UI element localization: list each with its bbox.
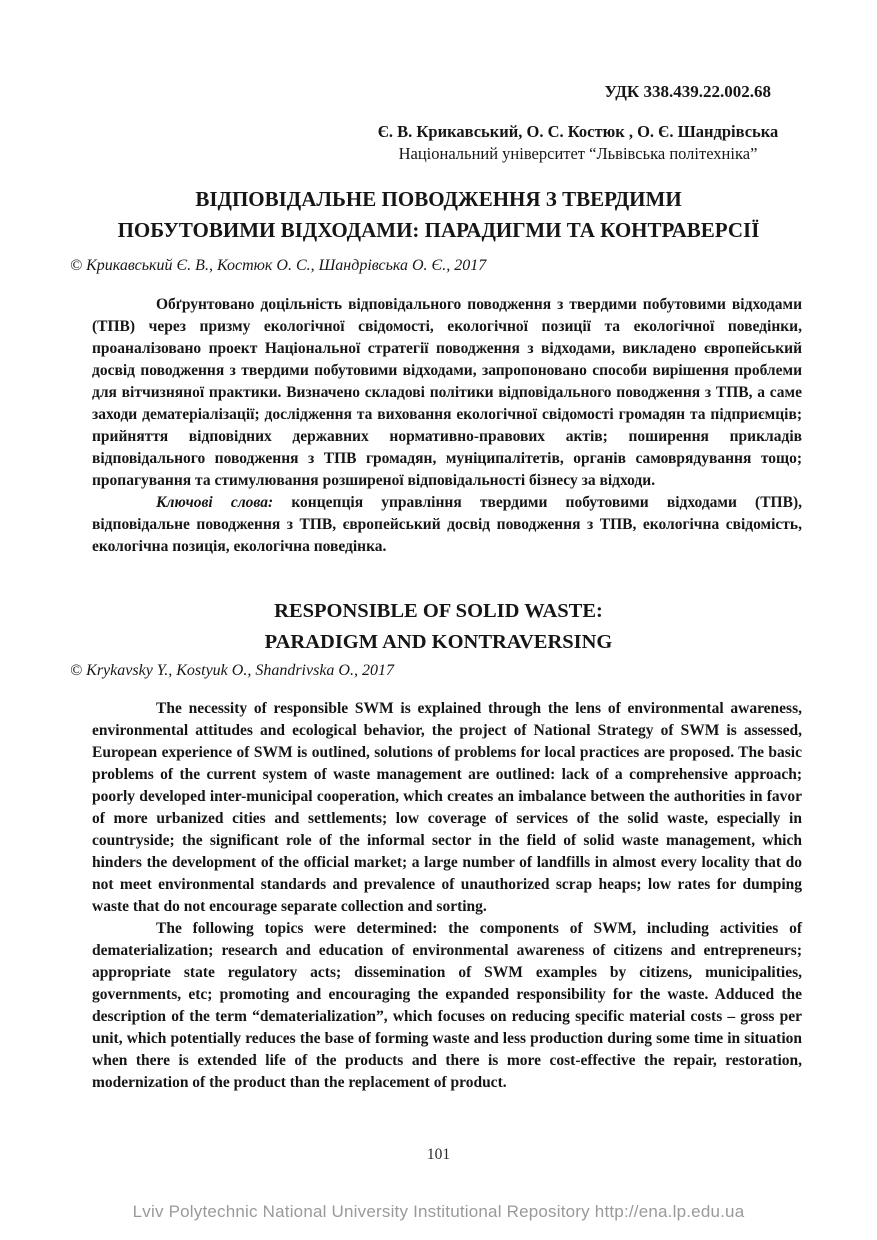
page-number: 101 <box>426 1146 451 1163</box>
keywords-text: концепція управління твердими побутовими відходами (ТПВ), відповідальне поводження з ТПВ, європейський досвід поводження з ТПВ, екологічна свідомість, екологічна позиція, екологічна поведінка. <box>92 494 802 555</box>
title-english-line-2: PARADIGM AND KONTRAVERSING <box>264 631 613 653</box>
title-ukrainian-line-2: ПОБУТОВИМИ ВІДХОДАМИ: ПАРАДИГМИ ТА КОНТРАВЕРСІЇ <box>117 218 760 242</box>
copyright-ukrainian: © Крикавський Є. В., Костюк О. С., Шандрівська О. Є., 2017 <box>70 257 487 274</box>
authors-line: Є. В. Крикавський, О. С. Костюк , О. Є. Шандрівська <box>377 122 779 141</box>
keywords-label: Ключові слова: <box>156 494 274 511</box>
byline-block <box>287 121 869 165</box>
keywords-paragraph <box>92 492 802 558</box>
abstract-english-paragraph-2: The following topics were determined: the components of SWM, including activities of dematerialization; research and education of environmental awareness of citizens and entrepreneurs; appropriate state regulatory acts; dissemination of SWM examples by citizens, municipalities, governments, etc; promoting and encouraging the expanded responsibility for the waste. Adduced the description of the term “dematerialization”, which focuses on reducing specific material costs – gross per unit, which potentially reduces the base of forming waste and less production during some time in situation when there is extended life of the products and there is more cost-effective the repair, restoration, modernization of the product than the replacement of product. <box>92 920 802 1091</box>
title-ukrainian-line-1: ВІДПОВІДАЛЬНЕ ПОВОДЖЕННЯ З ТВЕРДИМИ <box>195 187 682 211</box>
abstract-ukrainian-paragraph: Обґрунтовано доцільність відповідального поводження з твердими побутовими відходами (ТПВ) через призму екологічної свідомості, екологічної позиції та екологічної поведінки, проаналізовано проект Національної стратегії поводження з відходами, викладено європейський досвід поводження з твердими побутовими відходами, запропоновано способи вирішення проблеми для вітчизняної практики. Визначено складові політики відповідального поводження з ТПВ, а саме заходи дематеріалізації; дослідження та виховання екологічної свідомості громадян та підприємців; прийняття відповідних державних нормативно-правових актів; поширення прикладів відповідального поводження з ТПВ громадян, муніципалітетів, органів самоврядування тощо; пропагування та стимулювання розширеної відповідальності бізнесу за відходи. <box>92 296 802 489</box>
udc-code: УДК 338.439.22.002.68 <box>604 82 771 101</box>
repository-footer: Lviv Polytechnic National University Institutional Repository http://ena.lp.edu.ua <box>132 1202 745 1221</box>
abstract-english-block <box>92 698 802 1094</box>
abstract-english-paragraph-1: The necessity of responsible SWM is explained through the lens of environmental awareness, environmental attitudes and ecological behavior, the project of National Strategy of SWM is assessed, European experience of SWM is outlined, solutions of problems for local practices are proposed. The basic problems of the current system of waste management are outlined: lack of a comprehensive approach; poorly developed inter-municipal cooperation, which creates an imbalance between the authorities in favor of more urbanized cities and settlements; low coverage of services of the solid waste, especially in countryside; the significant role of the informal sector in the field of solid waste management, which hinders the development of the official market; a large number of landfills in almost every locality that do not meet environmental standards and prevalence of unauthorized scrap heaps; low rates for dumping waste that do not encourage separate collection and sorting. <box>92 700 802 915</box>
title-english-line-1: RESPONSIBLE OF SOLID WASTE: <box>274 600 603 622</box>
affiliation-line: Національний університет “Львівська політехніка” <box>398 144 758 163</box>
title-ukrainian <box>40 184 837 246</box>
title-english <box>40 596 837 658</box>
copyright-english: © Krykavsky Y., Kostyuk O., Shandrivska O., 2017 <box>70 662 394 679</box>
abstract-ukrainian-block <box>92 294 802 558</box>
